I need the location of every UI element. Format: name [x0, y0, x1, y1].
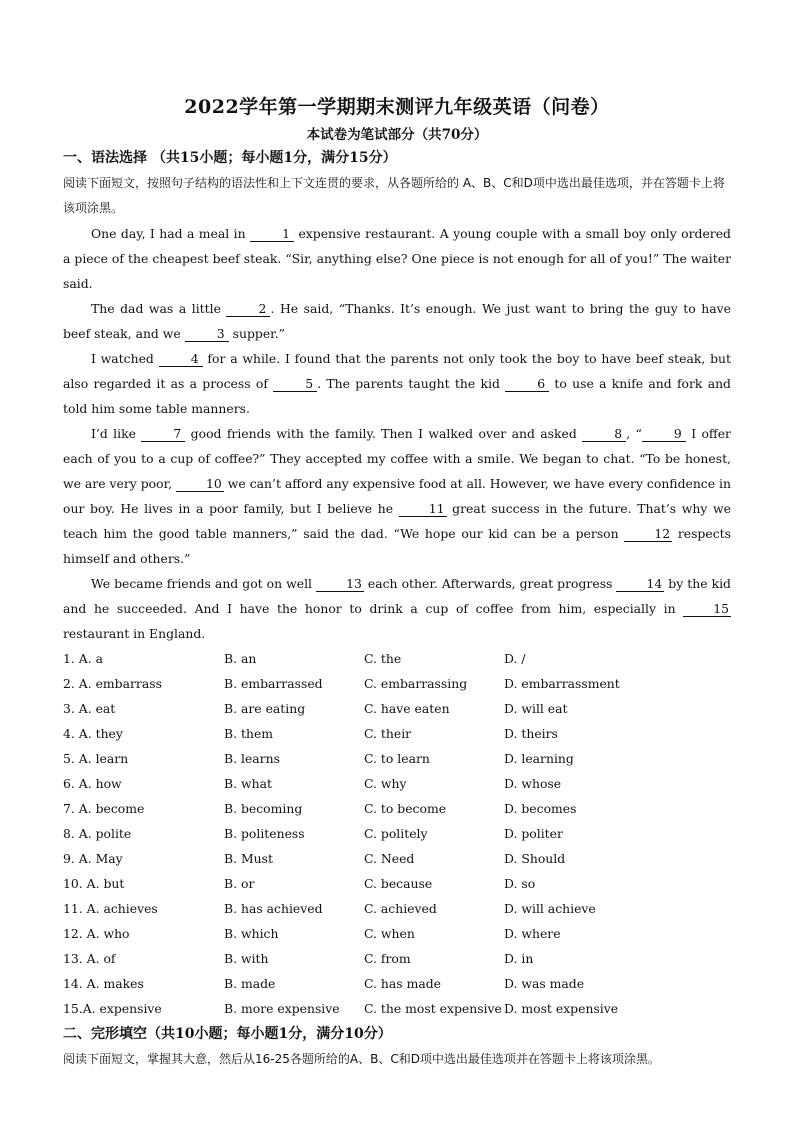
option-c: C. their [364, 726, 412, 741]
option-c: C. embarrassing [364, 676, 468, 691]
option-d: D. whose [504, 776, 562, 791]
option-c: C. the most expensive [364, 1001, 502, 1016]
blank-2: 2 [226, 302, 270, 317]
option-b: B. politeness [224, 826, 305, 841]
blank-6: 6 [505, 377, 549, 392]
option-b: B. embarrassed [224, 676, 323, 691]
option-d: D. in [504, 951, 534, 966]
option-c: C. because [364, 876, 433, 891]
option-c: C. to become [364, 801, 447, 816]
question-row [63, 871, 731, 896]
option-a: 8. A. polite [63, 826, 132, 841]
blank-15: 15 [683, 602, 731, 617]
option-b: B. becoming [224, 801, 303, 816]
option-b: B. with [224, 951, 269, 966]
option-a: 1. A. a [63, 651, 103, 666]
answer-options-list [63, 646, 731, 1021]
question-row [63, 896, 731, 921]
passage-paragraph: The dad was a little 2 . He said, “Thanks. It’s enough. We just want to bring the guy to have beef steak, and we 3 supper.” [63, 301, 731, 341]
option-a: 5. A. learn [63, 751, 129, 766]
blank-1: 1 [250, 227, 294, 242]
option-a: 12. A. who [63, 926, 130, 941]
option-c: C. why [364, 776, 407, 791]
option-b: B. which [224, 926, 279, 941]
blank-4: 4 [159, 352, 203, 367]
option-d: D. politer [504, 826, 563, 841]
option-b: B. has achieved [224, 901, 323, 916]
option-c: C. has made [364, 976, 441, 991]
question-row [63, 946, 731, 971]
question-row [63, 721, 731, 746]
question-row [63, 771, 731, 796]
section1-instruction: 阅读下面短文，按照句子结构的语法性和上下文连贯的要求，从各题所给的 A、B、C和D项中选出最佳选项，并在答题卡上将该项涂黑。 [63, 176, 725, 215]
blank-12: 12 [624, 527, 672, 542]
question-row [63, 646, 731, 671]
passage-paragraph: One day, I had a meal in 1 expensive restaurant. A young couple with a small boy only ordered a piece of the cheapest beef steak. “Sir, anything else? One piece is not enough for all of you!” The waiter said. [63, 226, 731, 291]
option-a: 3. A. eat [63, 701, 116, 716]
option-c: C. Need [364, 851, 415, 866]
exam-page [63, 92, 731, 1072]
passage-paragraph: We became friends and got on well 13 each other. Afterwards, great progress 14 by the kid and he succeeded. And I have the honor to drink a cup of coffee from him, especially in 15 restaurant in England. [63, 576, 731, 641]
option-b: B. Must [224, 851, 273, 866]
option-c: C. politely [364, 826, 428, 841]
option-d: D. Should [504, 851, 566, 866]
question-row [63, 921, 731, 946]
option-b: B. them [224, 726, 274, 741]
option-d: D. will achieve [504, 901, 596, 916]
option-a: 9. A. May [63, 851, 123, 866]
option-d: D. / [504, 651, 526, 666]
question-row [63, 996, 731, 1021]
blank-11: 11 [399, 502, 447, 517]
section2-heading: 二、完形填空（共10小题；每小题1分，满分10分） [63, 1026, 392, 1042]
question-row [63, 821, 731, 846]
option-c: C. the [364, 651, 402, 666]
option-a: 14. A. makes [63, 976, 144, 991]
option-b: B. more expensive [224, 1001, 340, 1016]
option-d: D. becomes [504, 801, 577, 816]
section1-heading: 一、语法选择 （共15小题；每小题1分，满分15分） [63, 150, 397, 166]
option-a: 6. A. how [63, 776, 122, 791]
section2-instruction: 阅读下面短文，掌握其大意，然后从16-25各题所给的A、B、C和D项中选出最佳选项并在答题卡上将该项涂黑。 [63, 1052, 660, 1066]
question-row [63, 796, 731, 821]
blank-5: 5 [273, 377, 317, 392]
blank-13: 13 [316, 577, 364, 592]
option-d: D. was made [504, 976, 585, 991]
option-a: 4. A. they [63, 726, 123, 741]
question-row [63, 846, 731, 871]
blank-7: 7 [141, 427, 185, 442]
option-b: B. what [224, 776, 272, 791]
option-b: B. made [224, 976, 276, 991]
option-d: D. embarrassment [504, 676, 620, 691]
question-row [63, 971, 731, 996]
option-c: C. have eaten [364, 701, 450, 716]
blank-9: 9 [642, 427, 686, 442]
option-a: 11. A. achieves [63, 901, 158, 916]
option-b: B. learns [224, 751, 280, 766]
passage-paragraph: I watched 4 for a while. I found that the parents not only took the boy to have beef steak, but also regarded it as a process of 5 . The parents taught the kid 6 to use a knife and fork and told him some table manners. [63, 351, 731, 416]
option-d: D. learning [504, 751, 574, 766]
blank-10: 10 [176, 477, 224, 492]
blank-8: 8 [582, 427, 626, 442]
grammar-passage [63, 221, 731, 646]
option-c: C. to learn [364, 751, 430, 766]
blank-3: 3 [185, 327, 229, 342]
question-row [63, 671, 731, 696]
option-c: C. from [364, 951, 411, 966]
passage-paragraph: I’d like 7 good friends with the family. Then I walked over and asked 8 , “ 9 I offer each of you to a cup of coffee?” They accepted my coffee with a smile. We began to chat. “To be honest, we are very poor, 10 we can’t afford any expensive food at all. However, we have every confidence in our boy. He lives in a poor family, but I believe he 11 great success in the future. That’s why we teach him the good table manners,” said the dad. “We hope our kid can be a person 12 respects himself and others.” [63, 426, 731, 566]
blank-14: 14 [616, 577, 664, 592]
option-a: 10. A. but [63, 876, 125, 891]
page-subtitle: 本试卷为笔试部分（共70分） [306, 127, 488, 143]
option-b: B. are eating [224, 701, 306, 716]
option-a: 15.A. expensive [63, 1001, 162, 1016]
option-b: B. an [224, 651, 257, 666]
option-d: D. where [504, 926, 561, 941]
option-b: B. or [224, 876, 255, 891]
option-c: C. when [364, 926, 415, 941]
page-title: 2022学年第一学期期末测评九年级英语（问卷） [184, 96, 610, 118]
option-d: D. so [504, 876, 536, 891]
option-d: D. most expensive [504, 1001, 619, 1016]
option-a: 7. A. become [63, 801, 145, 816]
option-d: D. theirs [504, 726, 558, 741]
option-c: C. achieved [364, 901, 437, 916]
option-a: 2. A. embarrass [63, 676, 162, 691]
section2 [63, 1023, 731, 1072]
option-d: D. will eat [504, 701, 568, 716]
question-row [63, 696, 731, 721]
question-row [63, 746, 731, 771]
option-a: 13. A. of [63, 951, 116, 966]
